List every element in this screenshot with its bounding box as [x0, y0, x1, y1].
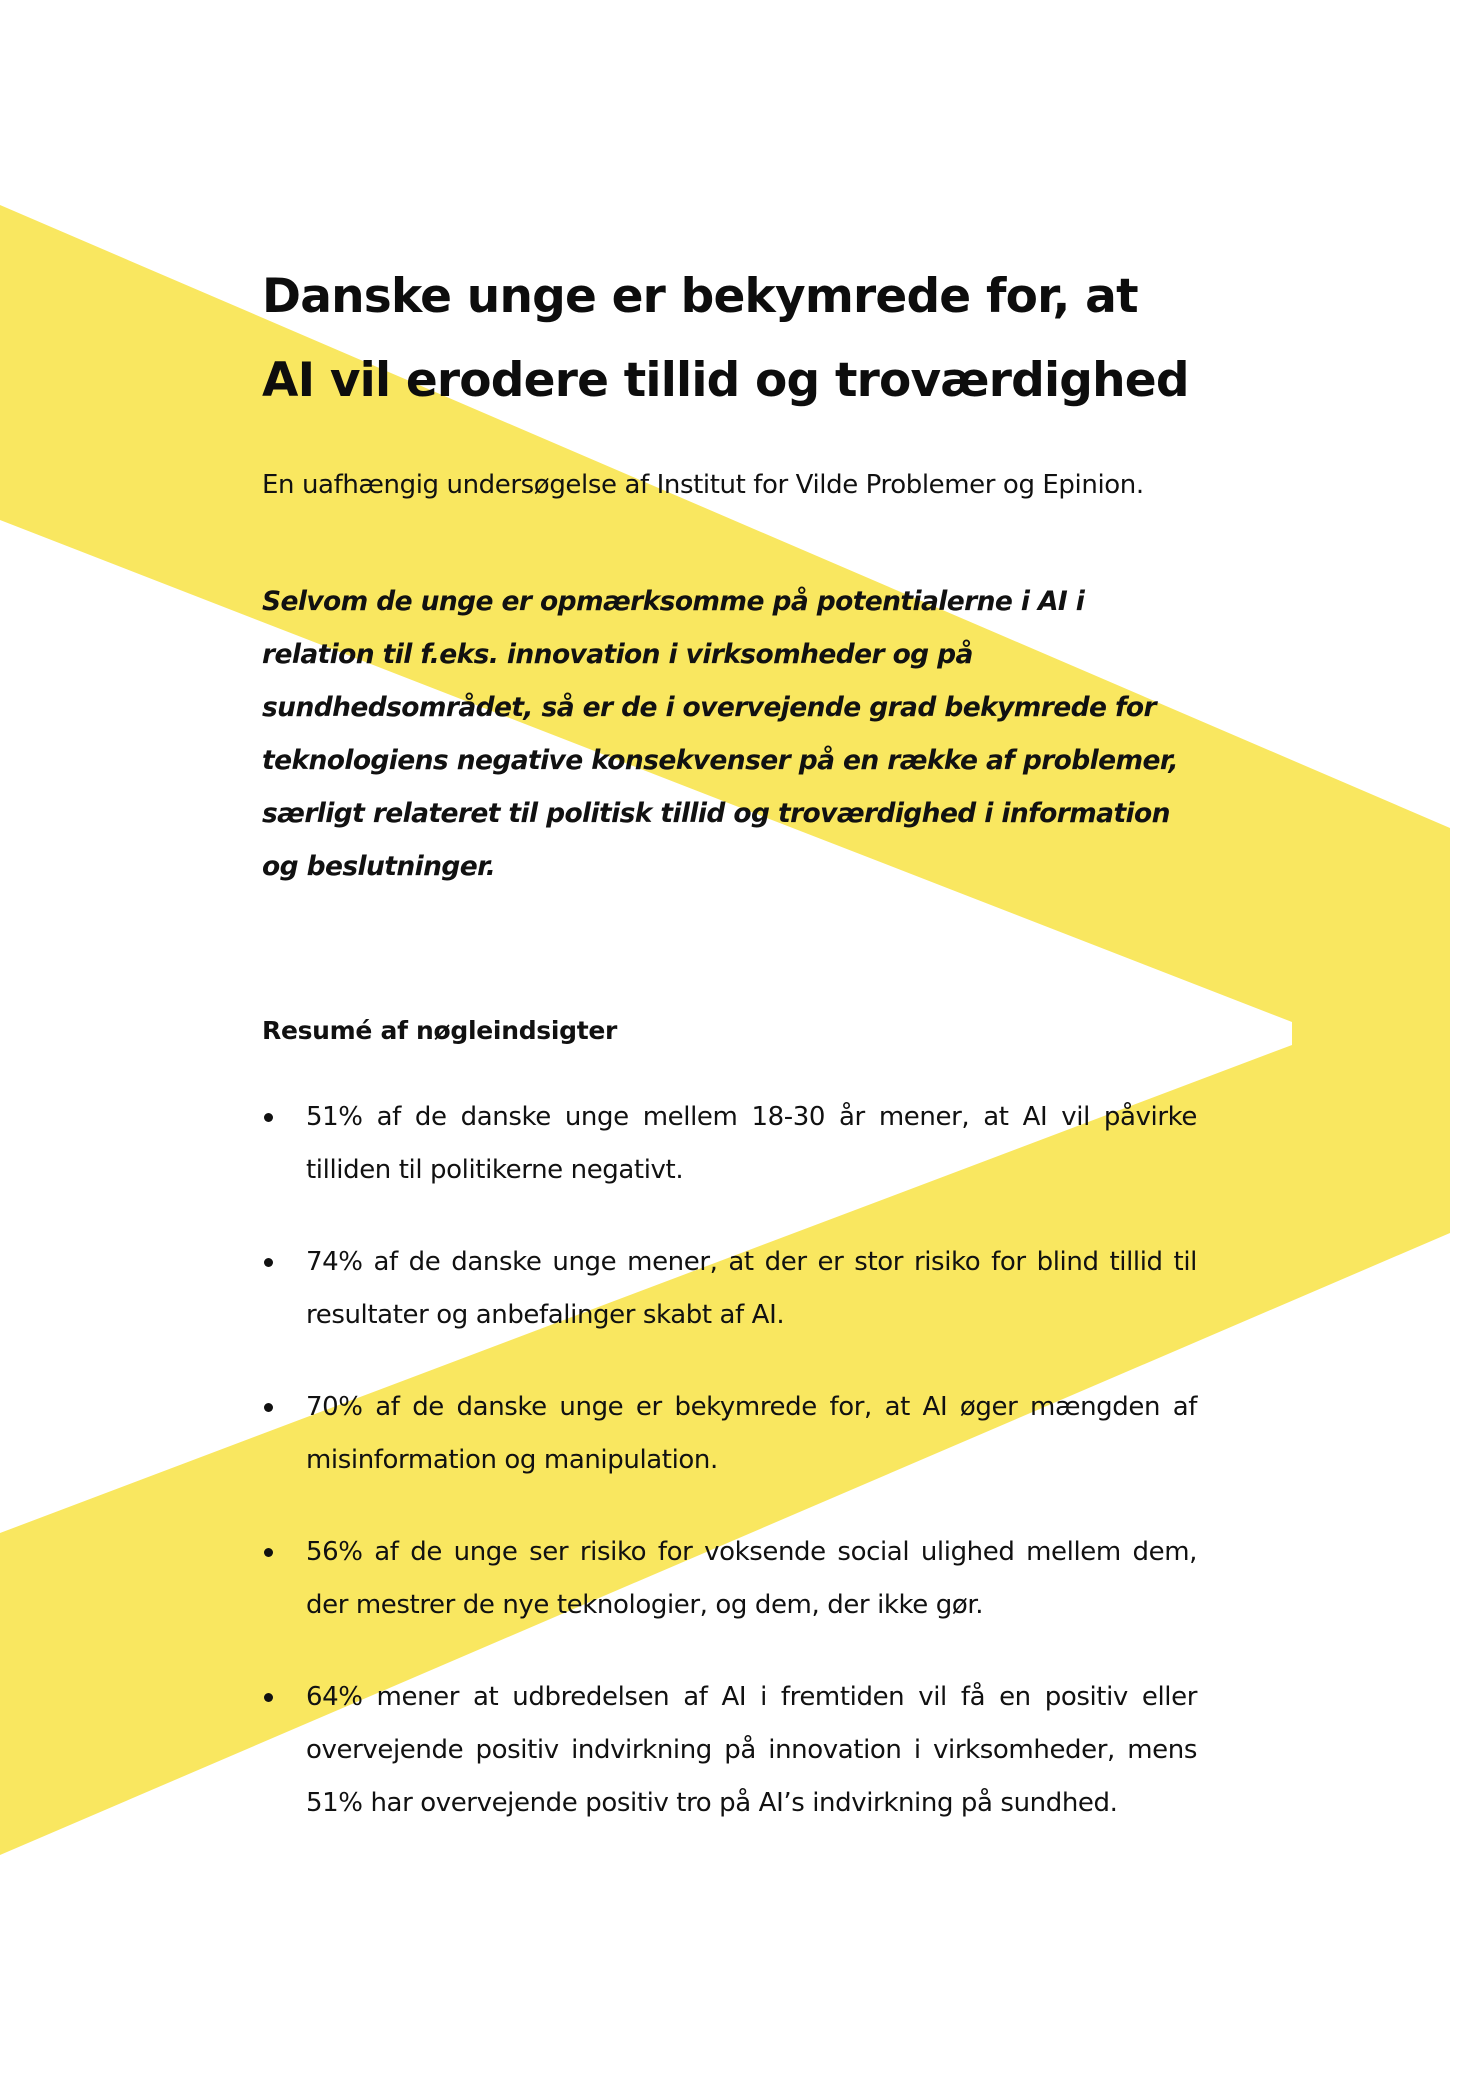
list-item [262, 1526, 1197, 1632]
insight-text: 56% af de unge ser risiko for voksende social ulighed mellem dem, der mestrer de nye teknologier, og dem, der ikke gør. [306, 1537, 1197, 1620]
insight-text: 51% af de danske unge mellem 18-30 år mener, at AI vil påvirke tilliden til politikerne negativt. [306, 1102, 1197, 1185]
list-item [262, 1381, 1197, 1487]
bullet-icon [264, 1548, 273, 1557]
bullet-icon [264, 1403, 273, 1412]
bullet-icon [264, 1258, 273, 1267]
insight-text: 74% af de danske unge mener, at der er stor risiko for blind tillid til resultater og anbefalinger skabt af AI. [306, 1247, 1197, 1330]
bullet-icon [264, 1693, 273, 1702]
insight-text: 70% af de danske unge er bekymrede for, at AI øger mængden af misinformation og manipulation. [306, 1392, 1197, 1475]
page-title: Danske unge er bekymrede for, at AI vil erodere tillid og troværdighed [262, 269, 1189, 408]
subtitle: En uafhængig undersøgelse af Institut for Vilde Problemer og Epinion. [262, 470, 1144, 500]
list-item [262, 1091, 1197, 1197]
document-body [262, 255, 1197, 1869]
list-item [262, 1671, 1197, 1830]
lead-paragraph: Selvom de unge er opmærksomme på potentialerne i AI i relation til f.eks. innovation i virksomheder og på sundhedsområdet, så er de i overvejende grad bekymrede for teknologiens negative konsekvenser på en række af problemer, særligt relateret til politisk tillid og troværdighed i information og beslutninger. [262, 586, 1178, 882]
insights-list [262, 1091, 1197, 1830]
list-item [262, 1236, 1197, 1342]
section-heading: Resumé af nøgleindsigter [262, 1016, 618, 1045]
insight-text: 64% mener at udbredelsen af AI i fremtiden vil få en positiv eller overvejende positiv indvirkning på innovation i virksomheder, mens 51% har overvejende positiv tro på AI’s indvirkning på sundhed. [306, 1682, 1197, 1818]
bullet-icon [264, 1113, 273, 1122]
